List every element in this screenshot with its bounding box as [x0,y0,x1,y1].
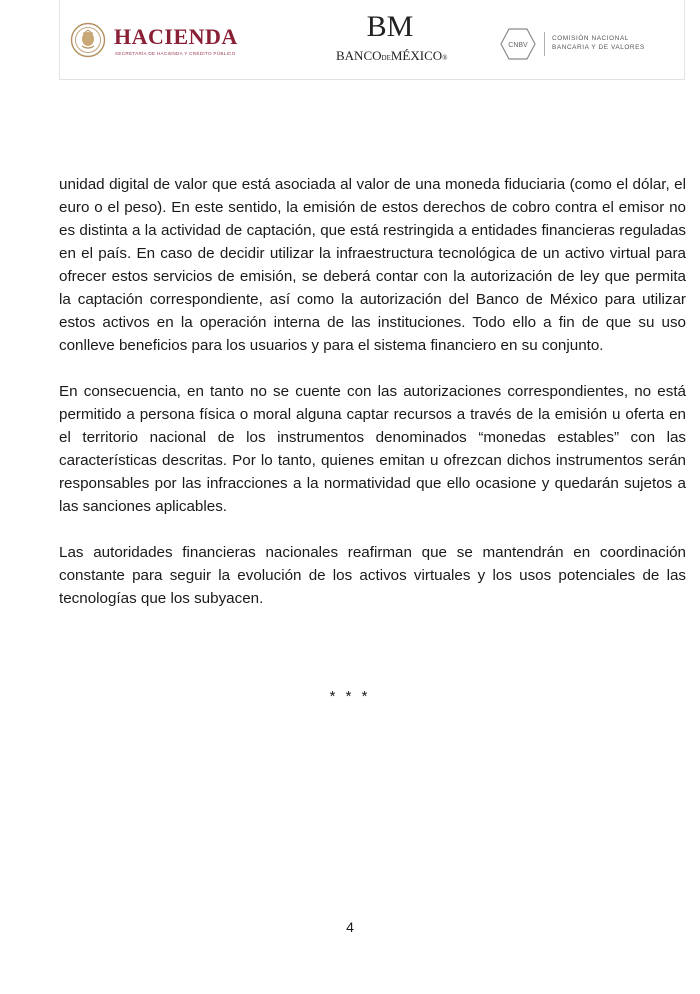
hacienda-subtitle: SECRETARÍA DE HACIENDA Y CRÉDITO PÚBLICO [115,51,236,56]
banxico-name-mexico: MÉXICO [390,48,443,63]
page-number: 4 [346,919,354,935]
page-header [59,0,685,80]
banxico-name [336,48,447,64]
section-separator: * * * [329,688,371,705]
banxico-name-de: DE [381,54,391,62]
cnbv-divider [544,32,545,56]
hacienda-logo [70,22,260,62]
banxico-monogram-text: BM [366,10,414,43]
banxico-logo [328,8,458,70]
cnbv-acronym: CNBV [508,42,528,49]
cnbv-hexagon-icon [500,28,536,60]
cnbv-name [552,34,645,52]
mexico-seal-icon [70,22,106,58]
banxico-monogram-icon [366,8,414,46]
document-body [59,173,686,633]
paragraph-2: En consecuencia, en tanto no se cuente con las autorizaciones correspondientes, no está permitido a persona física o moral alguna captar recursos a través de la emisión u oferta en el territorio nacional de los instrumentos denominados “monedas estables” con las características descritas. Por lo tanto, quienes emitan u ofrezcan dichos instrumentos serán responsables por las infracciones a la normatividad que ello ocasione y quedarán sujetos a las sanciones aplicables. [59,383,686,515]
paragraph-3: Las autoridades financieras nacionales reafirman que se mantendrán en coordinación constante para seguir la evolución de los activos virtuales y los usos potenciales de las tecnologías que los subyacen. [59,544,686,607]
cnbv-logo [500,28,680,68]
banxico-name-banco: BANCO [336,48,382,63]
banxico-registered-mark: ® [442,54,448,62]
cnbv-line-1: COMISIÓN NACIONAL [552,35,629,42]
hacienda-title: HACIENDA [114,24,238,49]
paragraph-1: unidad digital de valor que está asociada al valor de una moneda fiduciaria (como el dólar, el euro o el peso). En este sentido, la emisión de estos derechos de cobro contra el emisor no es distinta a la actividad de captación, que está restringida a entidades financieras reguladas en el país. En caso de decidir utilizar la infraestructura tecnológica de un activo virtual para ofrecer estos servicios de emisión, se deberá contar con la autorización de ley que permita la captación correspondiente, así como la autorización del Banco de México para utilizar estos activos en la operación interna de las instituciones. Todo ello a fin de que su uso conlleve beneficios para los usuarios y para el sistema financiero en su conjunto. [59,176,686,354]
cnbv-line-2: BANCARIA Y DE VALORES [552,44,645,51]
